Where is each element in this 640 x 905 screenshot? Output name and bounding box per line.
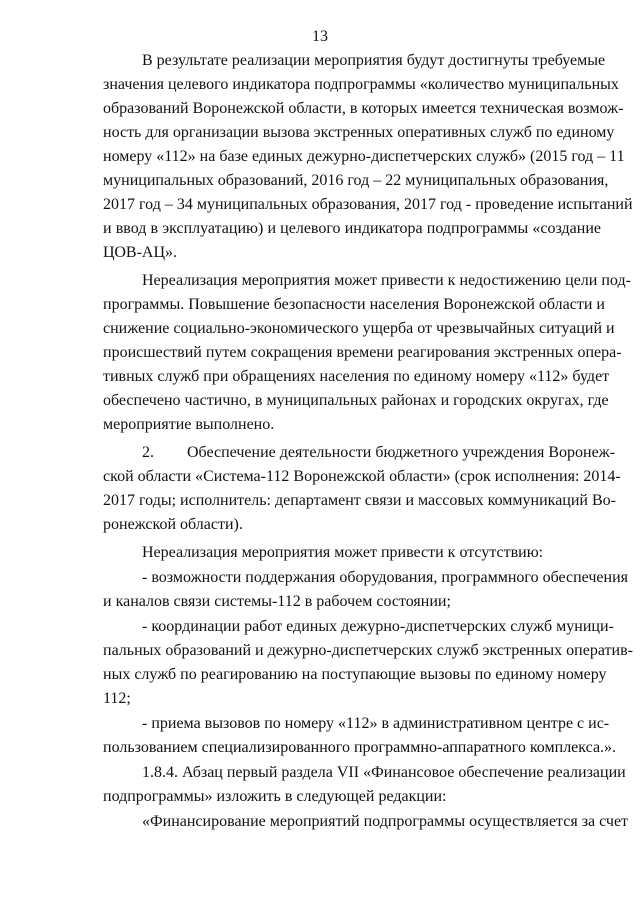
text-line: снижение социально-экономического ущерба от чрезвычайных ситуаций и xyxy=(103,320,615,337)
text-line: пользованием специализированного программно-аппаратного комплекса.». xyxy=(103,739,617,756)
text-line: муниципальных образований, 2016 год – 22 муниципальных образования, xyxy=(103,172,609,189)
text-line: 2017 год – 34 муниципальных образования, 2017 год - проведение испытаний xyxy=(103,196,633,213)
text-line: и каналов связи системы-112 в рабочем состоянии; xyxy=(103,593,451,610)
text-line: мероприятие выполнено. xyxy=(103,416,275,433)
text-line: обеспечено частично, в муниципальных районах и городских округах, где xyxy=(103,392,609,409)
text-line: тивных служб при обращениях населения по единому номеру «112» будет xyxy=(103,368,610,385)
text-line: 112; xyxy=(103,690,131,707)
text-line: ЦОВ-АЦ». xyxy=(103,244,178,261)
text-line: пальных образований и дежурно-диспетчерских служб экстренных оператив- xyxy=(103,642,633,659)
text-line: ных служб по реагированию на поступающие вызовы по единому номеру xyxy=(103,666,607,683)
text-line: и ввод в эксплуатацию) и целевого индикатора подпрограммы «создание xyxy=(103,220,601,237)
text-line: происшествий путем сокращения времени реагирования экстренных опера- xyxy=(103,344,622,361)
list-number: 2. xyxy=(142,444,154,461)
text-line: программы. Повышение безопасности населения Воронежской области и xyxy=(103,296,605,313)
text-line: образований Воронежской области, в которых имеется техническая возмож- xyxy=(103,100,624,117)
text-line: подпрограммы» изложить в следующей редакции: xyxy=(103,788,447,805)
page-number: 13 xyxy=(312,28,328,45)
text-line: номеру «112» на базе единых дежурно-диспетчерских служб» (2015 год – 11 xyxy=(103,148,625,165)
text-line: значения целевого индикатора подпрограммы «количество муниципальных xyxy=(103,76,619,93)
text-line: «Финансирование мероприятий подпрограммы осуществляется за счет xyxy=(142,813,629,830)
text-line: - координации работ единых дежурно-диспетчерских служб муници- xyxy=(142,618,614,635)
text-line: 2017 годы; исполнитель: департамент связи и массовых коммуникаций Во- xyxy=(103,492,616,509)
text-line: Обеспечение деятельности бюджетного учреждения Воронеж- xyxy=(187,444,616,461)
text-line: 1.8.4. Абзац первый раздела VII «Финансовое обеспечение реализации xyxy=(142,764,626,781)
text-line: - возможности поддержания оборудования, программного обеспечения xyxy=(142,569,629,586)
text-line: Нереализация мероприятия может привести к отсутствию: xyxy=(142,544,544,561)
text-line: - приема вызовов по номеру «112» в административном центре с ис- xyxy=(142,715,610,732)
text-line: ность для организации вызова экстренных оперативных служб по единому xyxy=(103,124,615,141)
text-line: ронежской области). xyxy=(103,516,243,533)
text-line: В результате реализации мероприятия будут достигнуты требуемые xyxy=(142,52,606,69)
text-line: ской области «Система-112 Воронежской области» (срок исполнения: 2014- xyxy=(103,468,621,485)
text-line: Нереализация мероприятия может привести к недостижению цели под- xyxy=(142,272,631,289)
